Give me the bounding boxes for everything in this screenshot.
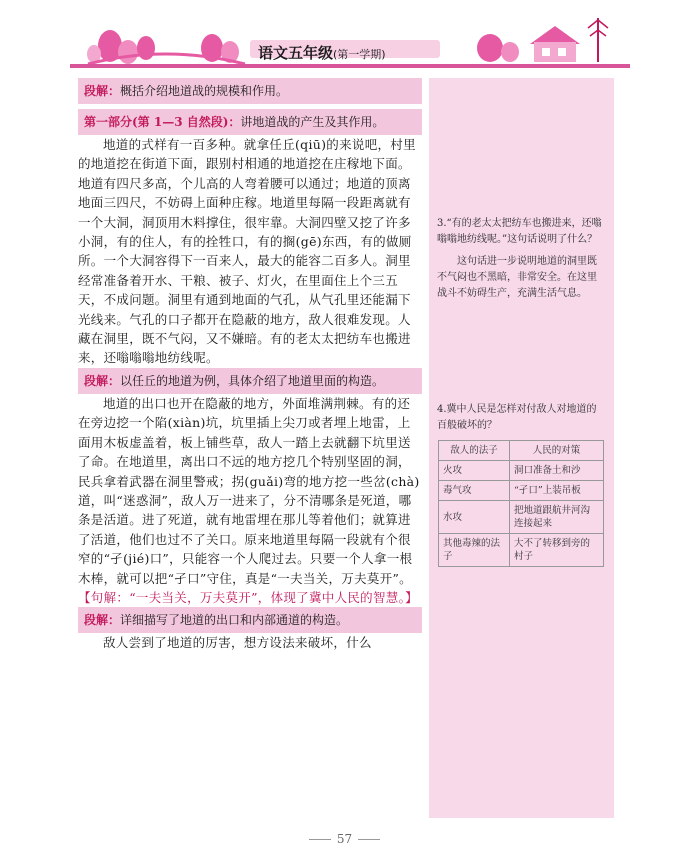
page-header — [0, 0, 689, 78]
table-cell: 火攻 — [439, 461, 510, 481]
table-cell: 水攻 — [439, 501, 510, 534]
table-cell: 其他毒辣的法子 — [439, 534, 510, 567]
table-row — [439, 501, 604, 534]
table-cell: 把地道跟航井河沟连接起来 — [510, 501, 604, 534]
part-heading-banner — [78, 109, 422, 135]
page-number: 57 — [0, 832, 689, 846]
section-summary-banner — [78, 78, 422, 104]
analysis-text-1: 以任丘的地道为例，具体介绍了地道里面的构造。 — [120, 373, 385, 388]
sentence-annotation: 【句解：“一夫当关，万夫莫开”，体现了冀中人民的智慧。】 — [78, 589, 418, 605]
table-cell: 洞口准备土和沙 — [510, 461, 604, 481]
table-header-cell: 人民的对策 — [510, 441, 604, 461]
summary-label: 段解： — [84, 84, 121, 98]
question-4: 4.冀中人民是怎样对付敌人对地道的百般破坏的？ — [437, 404, 597, 431]
analysis-label-2: 段解： — [84, 613, 121, 628]
main-text-column — [78, 78, 422, 653]
notes-sidebar — [429, 78, 614, 818]
analysis-text-2: 详细描写了地道的出口和内部通道的构造。 — [120, 613, 349, 628]
table-row — [439, 461, 604, 481]
table-cell: “孑口”上装吊板 — [510, 481, 604, 501]
table-header-cell: 敌人的法子 — [439, 441, 510, 461]
body-paragraph-1: 地道的式样有一百多种。就拿任丘(qiū)的来说吧，村里的地道挖在街道下面，跟别村相通的地道挖在庄稼地下面。地道有四尺多高，个儿高的人弯着腰可以通过；地道的顶离地面三四尺，不妨碍上面种庄稼。地道里每隔一段距离就有一个大洞，洞顶用木料撑住，很牢靠。大洞四壁又挖了许多小洞，有的住人，有的拴牲口，有的搁(gē)东西，有的做厕所。一个大洞容得下一百来人，最大的能容二百多人。洞里经常准备着开水、干粮、被子、灯火，在里面住上个三五天，不成问题。洞里有通到地面的气孔，从气孔里还能漏下光线来。气孔的口子都开在隐蔽的地方，敌人很难发现。人藏在洞里，既不气闷，又不嫌暗。有的老太太把纺车也搬进来，还嗡嗡嗡地纺线呢。 — [78, 137, 416, 366]
decorative-flower-icon — [80, 14, 250, 66]
answer-3: 这句话进一步说明地道的洞里既不气闷也不黑暗，非常安全。在这里战斗不妨碍生产，充满生活气息。 — [437, 256, 597, 299]
table-row — [439, 481, 604, 501]
header-divider — [70, 64, 630, 68]
table-cell: 毒气攻 — [439, 481, 510, 501]
table-row — [439, 534, 604, 567]
part-text: 讲地道战的产生及其作用。 — [240, 115, 385, 129]
table-row — [439, 441, 604, 461]
decorative-house-icon — [470, 8, 620, 66]
paragraph-analysis-banner-2 — [78, 607, 422, 633]
answer-table — [438, 440, 604, 567]
question-3: 3.“有的老太太把纺车也搬进来，还嗡嗡嗡地纺线呢。”这句话说明了什么？ — [437, 218, 602, 245]
body-paragraph-2-text: 地道的出口也开在隐蔽的地方，外面堆满荆棘。有的还在旁边挖一个陷(xiàn)坑，坑里插上尖刀或者埋上地雷，上面用木板虚盖着，板上铺些草，敌人一踏上去就翻下坑里送了命。在地道里，离出口不远的地方挖几个特别坚固的洞，民兵拿着武器在洞里警戒；拐(guǎi)弯的地方挖一些岔(chà)道，叫“迷惑洞”，敌人万一进来了，分不清哪条是死道，哪条是活道。进了死道，就有地雷埋在那儿等着他们；就算进了活道，他们也过不了关口。原来地道里每隔一段就有个很窄的“孑(jié)口”，只能容一个人爬过去。只要一个人拿一根木棒，就可以把“孑口”守住，真是“一夫当关，万夫莫开”。 — [78, 395, 420, 586]
summary-text: 概括介绍地道战的规模和作用。 — [120, 84, 289, 98]
body-paragraph-3: 敌人尝到了地道的厉害，想方设法来破坏，什么 — [103, 635, 372, 651]
analysis-label-1: 段解： — [84, 373, 121, 388]
paragraph-analysis-banner-1 — [78, 368, 422, 394]
body-paragraph-2 — [78, 394, 422, 607]
part-label: 第一部分(第 1—3 自然段)： — [84, 115, 241, 129]
table-cell: 大不了转移到旁的村子 — [510, 534, 604, 567]
page-title: 语文五年级(第一学期) — [258, 44, 386, 62]
